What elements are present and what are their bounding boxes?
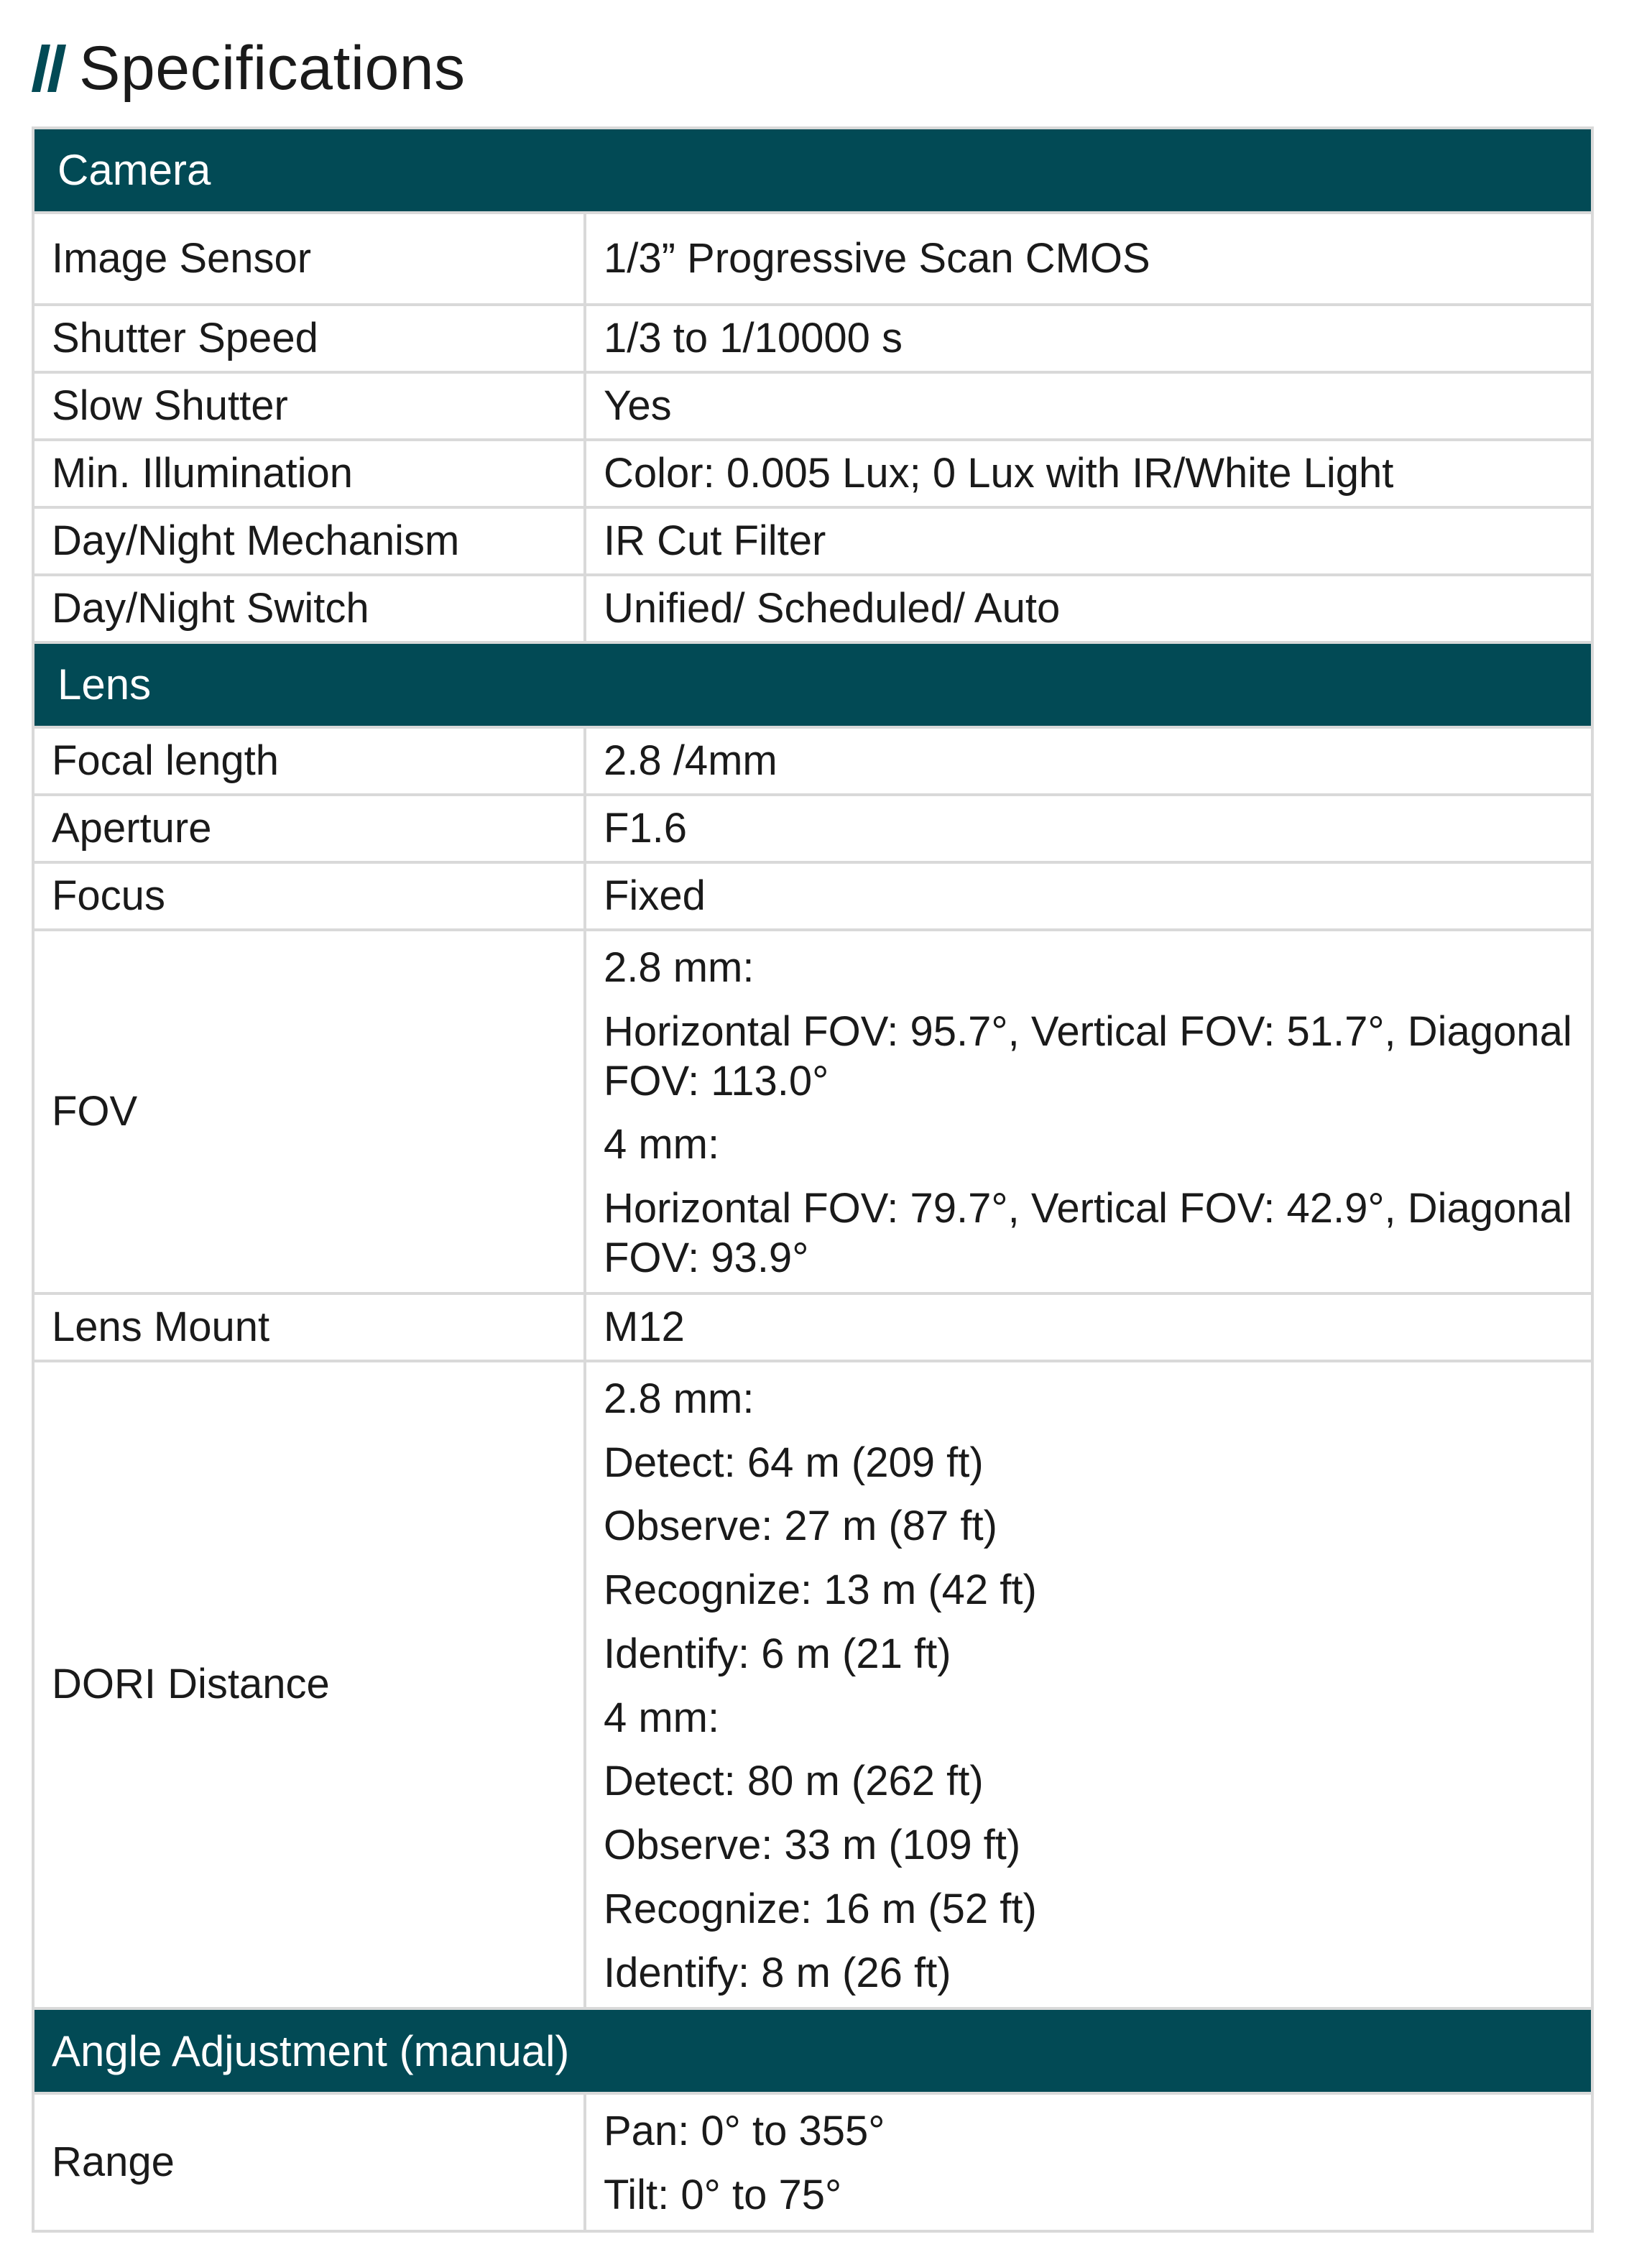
spec-label: Shutter Speed (33, 305, 585, 372)
dori-line: Identify: 8 m (26 ft) (604, 1949, 951, 1996)
spec-value: M12 (585, 1293, 1592, 1361)
spec-row-slow-shutter (33, 372, 1592, 440)
spec-row-image-sensor (33, 213, 1592, 305)
fov-line: 4 mm: (604, 1120, 720, 1168)
spec-value: 1/3 to 1/10000 s (585, 305, 1592, 372)
spec-row-dori-distance (33, 1361, 1592, 2009)
spec-label: Focal length (33, 727, 585, 795)
section-title: Lens (33, 642, 1592, 727)
spec-label: Aperture (33, 795, 585, 862)
spec-label: Day/Night Switch (33, 575, 585, 642)
dori-line: Observe: 33 m (109 ft) (604, 1822, 1021, 1869)
spec-row-fov (33, 930, 1592, 1293)
spec-row-lens-mount (33, 1293, 1592, 1361)
section-title: Angle Adjustment (manual) (33, 2008, 1592, 2093)
spec-row-aperture (33, 795, 1592, 862)
double-slash-icon (32, 45, 69, 92)
spec-row-focus (33, 862, 1592, 930)
section-header-lens (33, 642, 1592, 727)
spec-row-day-night-switch (33, 575, 1592, 642)
section-header-camera (33, 128, 1592, 213)
spec-label: FOV (33, 930, 585, 1293)
dori-line: Observe: 27 m (87 ft) (604, 1503, 997, 1550)
dori-line: Recognize: 16 m (52 ft) (604, 1885, 1037, 1932)
range-line: Pan: 0° to 355° (604, 2108, 885, 2155)
spec-label: Lens Mount (33, 1293, 585, 1361)
spec-value (585, 1361, 1592, 2009)
spec-row-min-illumination (33, 440, 1592, 507)
page-header (32, 29, 466, 108)
spec-label: Day/Night Mechanism (33, 507, 585, 575)
dori-line: Identify: 6 m (21 ft) (604, 1630, 951, 1677)
spec-label: Min. Illumination (33, 440, 585, 507)
spec-value (585, 2093, 1592, 2231)
dori-line: Detect: 80 m (262 ft) (604, 1758, 984, 1805)
spec-value: Yes (585, 372, 1592, 440)
section-title: Camera (33, 128, 1592, 213)
dori-line: Detect: 64 m (209 ft) (604, 1439, 984, 1486)
spec-label: Slow Shutter (33, 372, 585, 440)
spec-row-day-night-mechanism (33, 507, 1592, 575)
spec-value: 1/3” Progressive Scan CMOS (585, 213, 1592, 305)
spec-value: F1.6 (585, 795, 1592, 862)
spec-label: Focus (33, 862, 585, 930)
spec-value: Color: 0.005 Lux; 0 Lux with IR/White Light (585, 440, 1592, 507)
range-line: Tilt: 0° to 75° (604, 2172, 842, 2219)
spec-value: Fixed (585, 862, 1592, 930)
spec-value (585, 930, 1592, 1293)
dori-line: 2.8 mm: (604, 1375, 755, 1422)
spec-value: 2.8 /4mm (585, 727, 1592, 795)
spec-label: Image Sensor (33, 213, 585, 305)
spec-label: DORI Distance (33, 1361, 585, 2009)
dori-line: 4 mm: (604, 1694, 720, 1741)
spec-value: Unified/ Scheduled/ Auto (585, 575, 1592, 642)
dori-line: Recognize: 13 m (42 ft) (604, 1567, 1037, 1614)
fov-line: 2.8 mm: (604, 944, 755, 991)
spec-row-focal-length (33, 727, 1592, 795)
fov-line: Horizontal FOV: 79.7°, Vertical FOV: 42.9°, Diagonal FOV: 93.9° (604, 1184, 1572, 1282)
spec-value: IR Cut Filter (585, 507, 1592, 575)
spec-row-range (33, 2093, 1592, 2231)
section-header-angle-adjustment (33, 2008, 1592, 2093)
page-title: Specifications (79, 33, 466, 103)
specifications-table (32, 126, 1594, 2233)
spec-row-shutter-speed (33, 305, 1592, 372)
fov-line: Horizontal FOV: 95.7°, Vertical FOV: 51.7°, Diagonal FOV: 113.0° (604, 1007, 1572, 1105)
spec-label: Range (33, 2093, 585, 2231)
